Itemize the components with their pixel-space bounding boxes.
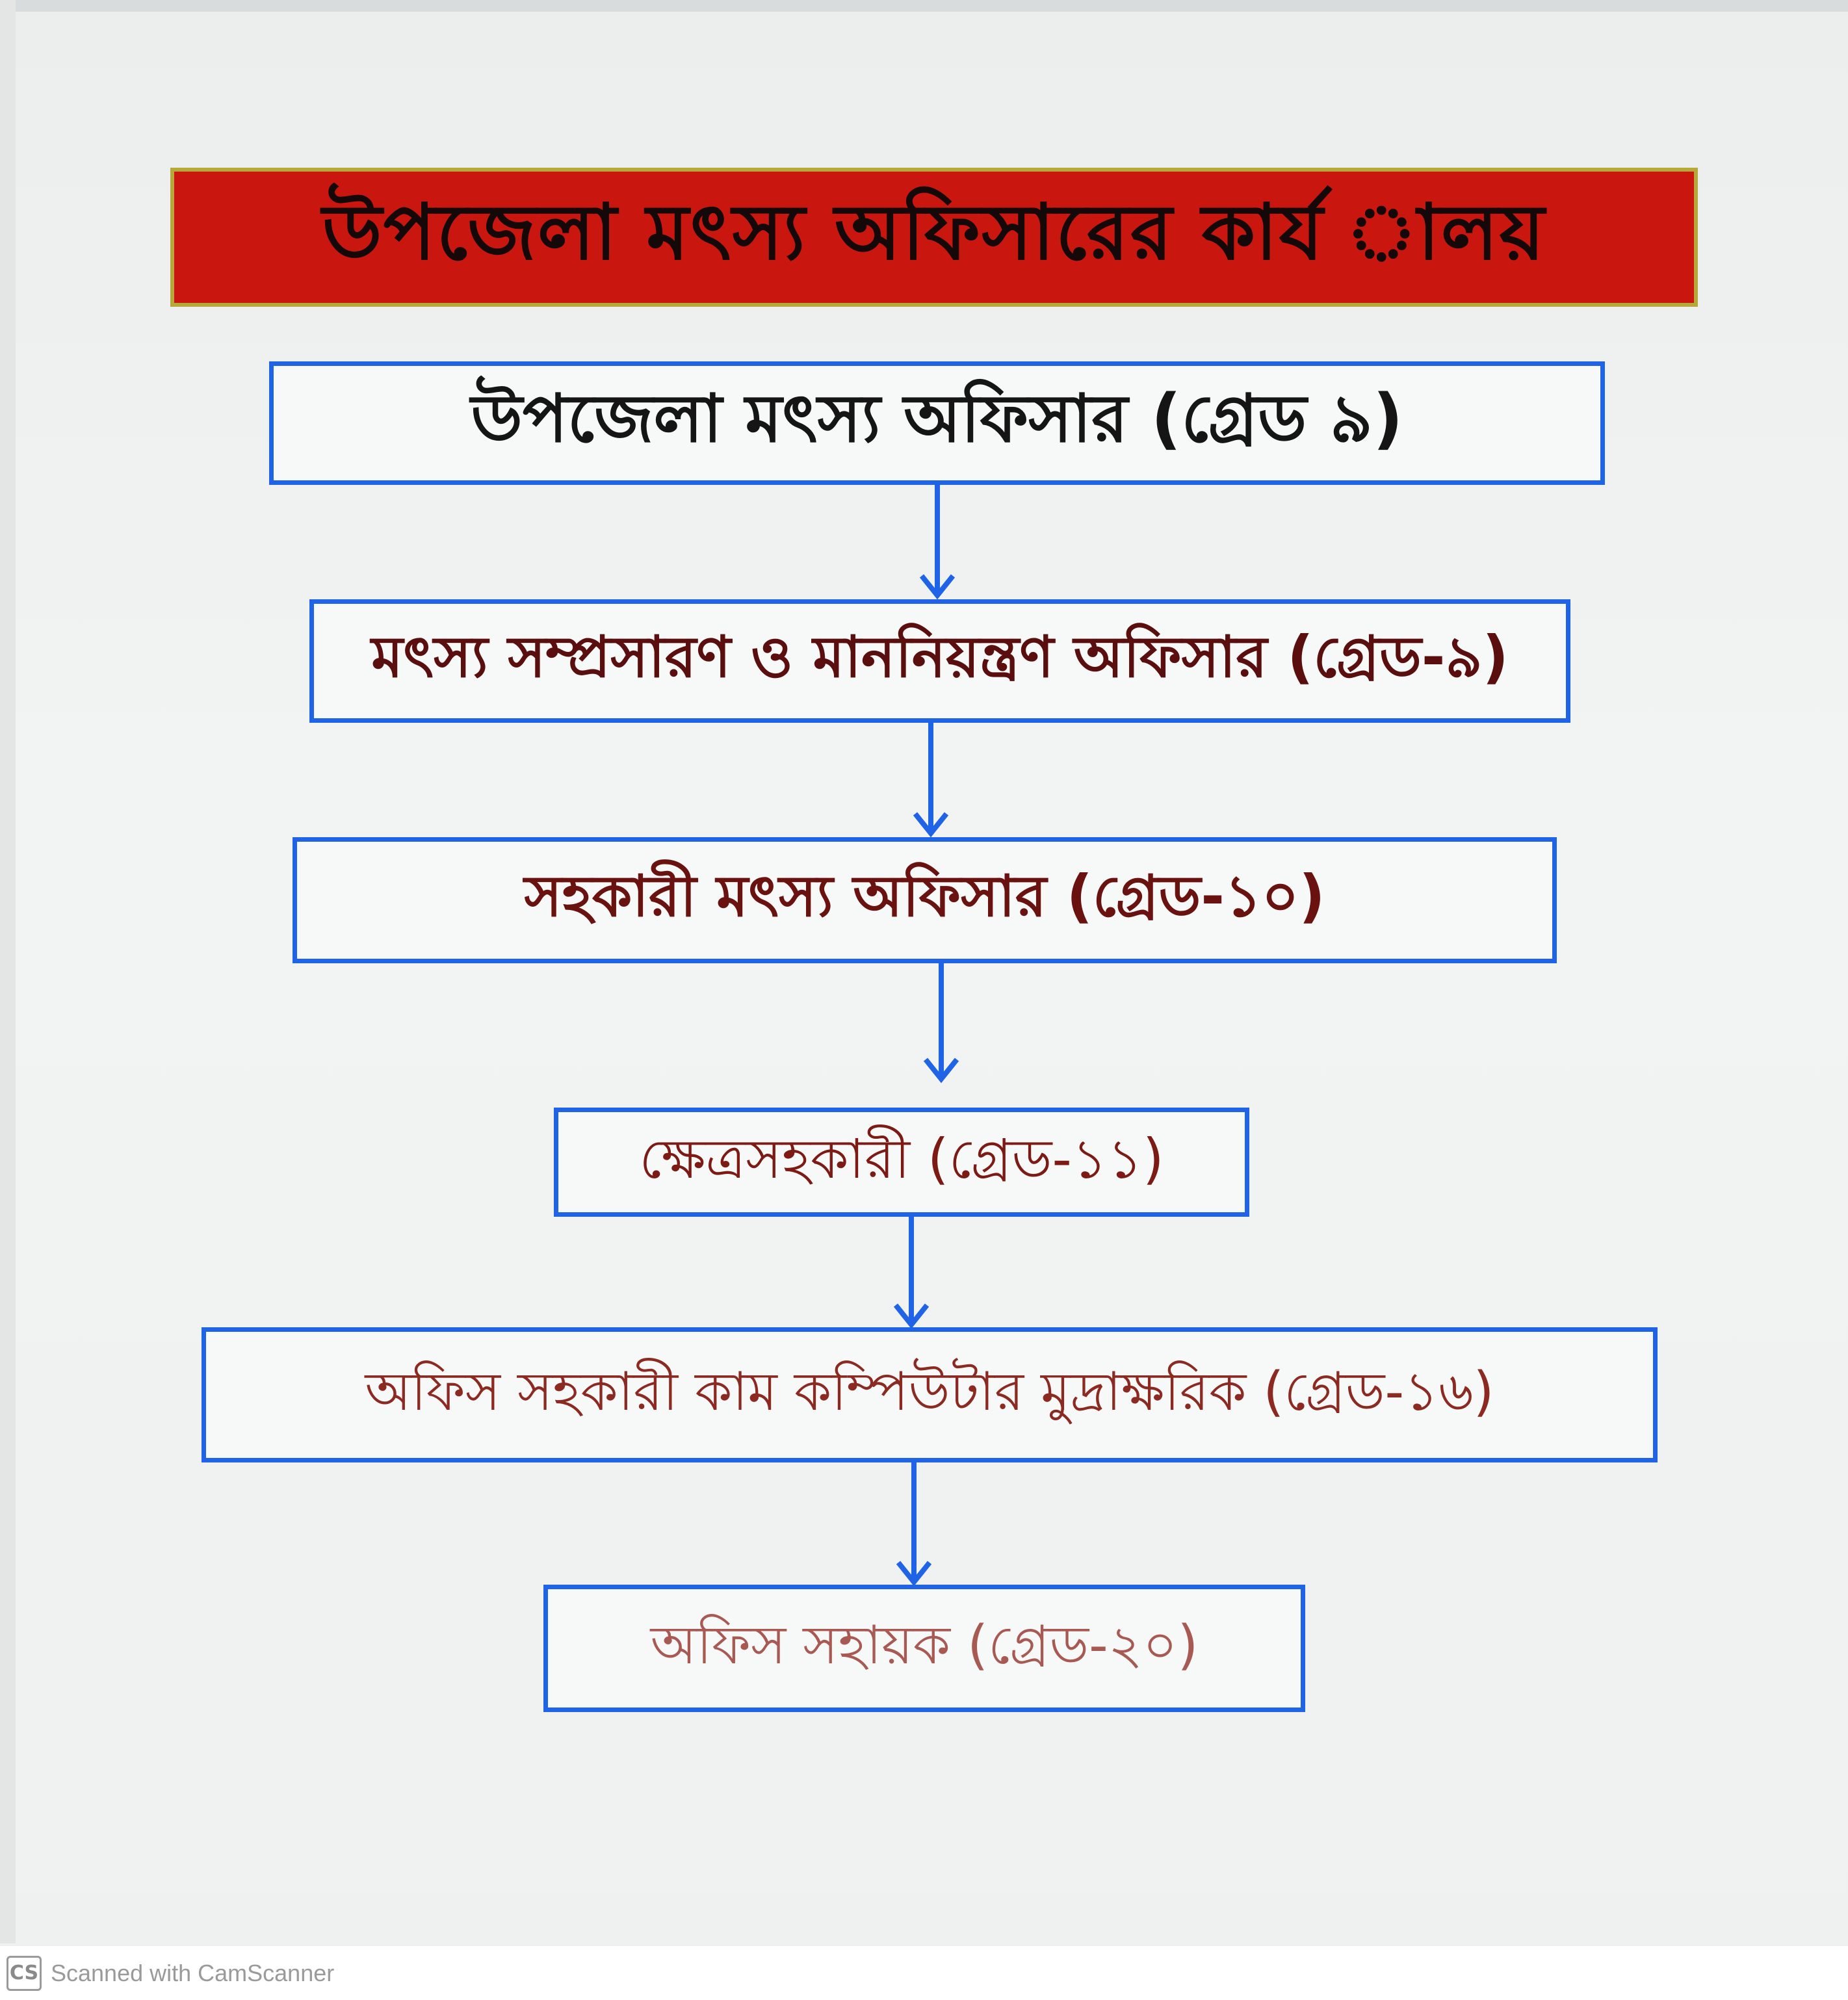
- org-box-label: মৎস্য সম্প্রসারণ ও মাননিয়ন্ত্রণ অফিসার (গ্রেড-৯): [371, 623, 1509, 690]
- org-box-assistant-fisheries-officer: [293, 837, 1557, 963]
- arrow-down-icon: [911, 723, 950, 837]
- org-box-label: অফিস সহায়ক (গ্রেড-২০): [650, 1614, 1199, 1676]
- camscanner-logo-icon: CS: [7, 1956, 42, 1991]
- arrow-down-icon: [922, 963, 961, 1082]
- arrow-down-icon: [892, 1217, 931, 1327]
- org-box-label: ক্ষেত্রসহকারী (গ্রেড-১১): [639, 1126, 1164, 1191]
- org-box-field-assistant: [554, 1108, 1249, 1217]
- org-box-office-assistant-typist: [202, 1327, 1658, 1462]
- org-box-label: সহকারী মৎস্য অফিসার (গ্রেড-১০): [524, 862, 1325, 929]
- arrow-down-icon: [918, 485, 957, 599]
- title-banner: [170, 168, 1698, 307]
- org-box-extension-officer: [309, 599, 1570, 723]
- scan-top-edge: [0, 0, 1848, 12]
- scan-left-edge: [0, 0, 16, 1943]
- org-box-office-helper: [543, 1585, 1305, 1712]
- org-box-upazila-fisheries-officer: [269, 361, 1605, 485]
- org-box-label: অফিস সহকারী কাম কম্পিউটার মুদ্রাক্ষরিক (গ্রেড-১৬): [365, 1360, 1494, 1423]
- arrow-down-icon: [894, 1462, 933, 1585]
- org-box-label: উপজেলা মৎস্য অফিসার (গ্রেড ৯): [471, 380, 1403, 458]
- scanner-watermark: [0, 1946, 1848, 2000]
- page-title: উপজেলা মৎস্য অফিসারের কার্য ালয়: [322, 187, 1546, 277]
- watermark-text: Scanned with CamScanner: [51, 1959, 335, 1986]
